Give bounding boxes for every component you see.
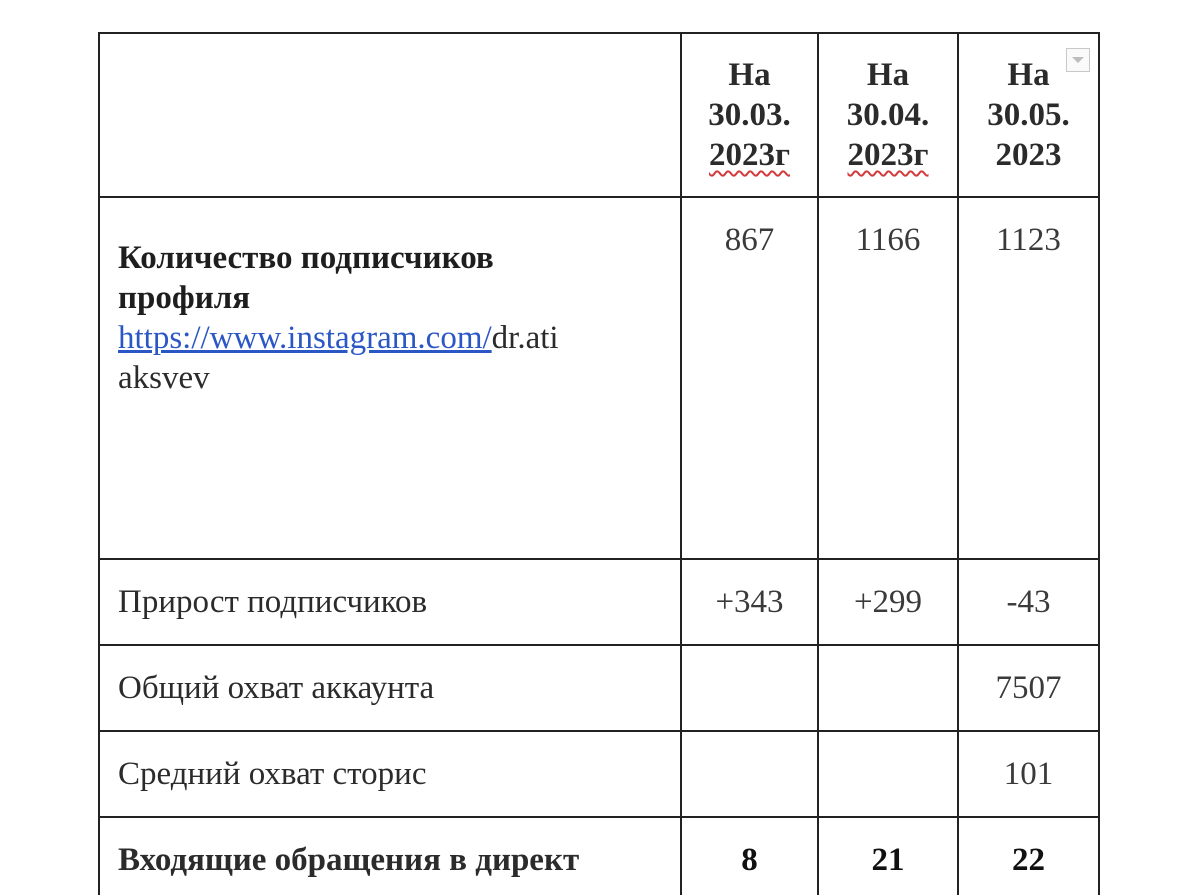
instagram-handle-part1: dr.ati	[491, 320, 559, 356]
header-date-2-line1: На	[866, 57, 910, 93]
header-date-1-line1: На	[728, 57, 771, 93]
direct-messages-label: Входящие обращения в директ	[99, 817, 681, 895]
subscribers-value-2: 1166	[818, 197, 958, 559]
subscribers-value-3: 1123	[958, 197, 1099, 559]
stories-reach-row	[99, 731, 1099, 817]
growth-label: Прирост подписчиков	[99, 559, 681, 645]
direct-messages-row	[99, 817, 1099, 895]
growth-value-3: -43	[958, 559, 1099, 645]
direct-messages-value-1: 8	[681, 817, 818, 895]
header-date-1-line3: 2023г	[709, 137, 790, 173]
header-date-3-line2: 30.05.	[987, 97, 1070, 133]
stories-reach-value-3: 101	[958, 731, 1099, 817]
stories-reach-value-2	[818, 731, 958, 817]
direct-messages-value-3: 22	[958, 817, 1099, 895]
metrics-table	[98, 32, 1100, 895]
column-dropdown-icon[interactable]	[1066, 48, 1090, 72]
total-reach-value-1	[681, 645, 818, 731]
subscribers-title-line2: профиля	[118, 280, 251, 316]
growth-row	[99, 559, 1099, 645]
total-reach-row	[99, 645, 1099, 731]
total-reach-value-2	[818, 645, 958, 731]
header-date-1	[681, 33, 818, 197]
header-date-3-line3: 2023	[995, 137, 1062, 173]
instagram-handle-part2: aksvev	[118, 360, 210, 396]
header-date-2-line2: 30.04.	[846, 97, 930, 133]
subscribers-value-1: 867	[681, 197, 818, 559]
header-date-3	[958, 33, 1099, 197]
header-date-3-line1: На	[1007, 57, 1050, 93]
subscribers-title-line1: Количество подписчиков	[118, 240, 494, 276]
header-date-2-line3: 2023г	[847, 137, 929, 173]
stories-reach-label: Средний охват сторис	[99, 731, 681, 817]
subscribers-row	[99, 197, 1099, 559]
stories-reach-value-1	[681, 731, 818, 817]
total-reach-label: Общий охват аккаунта	[99, 645, 681, 731]
direct-messages-value-2: 21	[818, 817, 958, 895]
header-row	[99, 33, 1099, 197]
header-date-2	[818, 33, 958, 197]
growth-value-1: +343	[681, 559, 818, 645]
growth-value-2: +299	[818, 559, 958, 645]
header-date-1-line2: 30.03.	[708, 97, 791, 133]
total-reach-value-3: 7507	[958, 645, 1099, 731]
subscribers-label-cell	[99, 197, 681, 559]
instagram-link[interactable]: https://www.instagram.com/	[118, 320, 492, 356]
header-empty-cell	[99, 33, 681, 197]
